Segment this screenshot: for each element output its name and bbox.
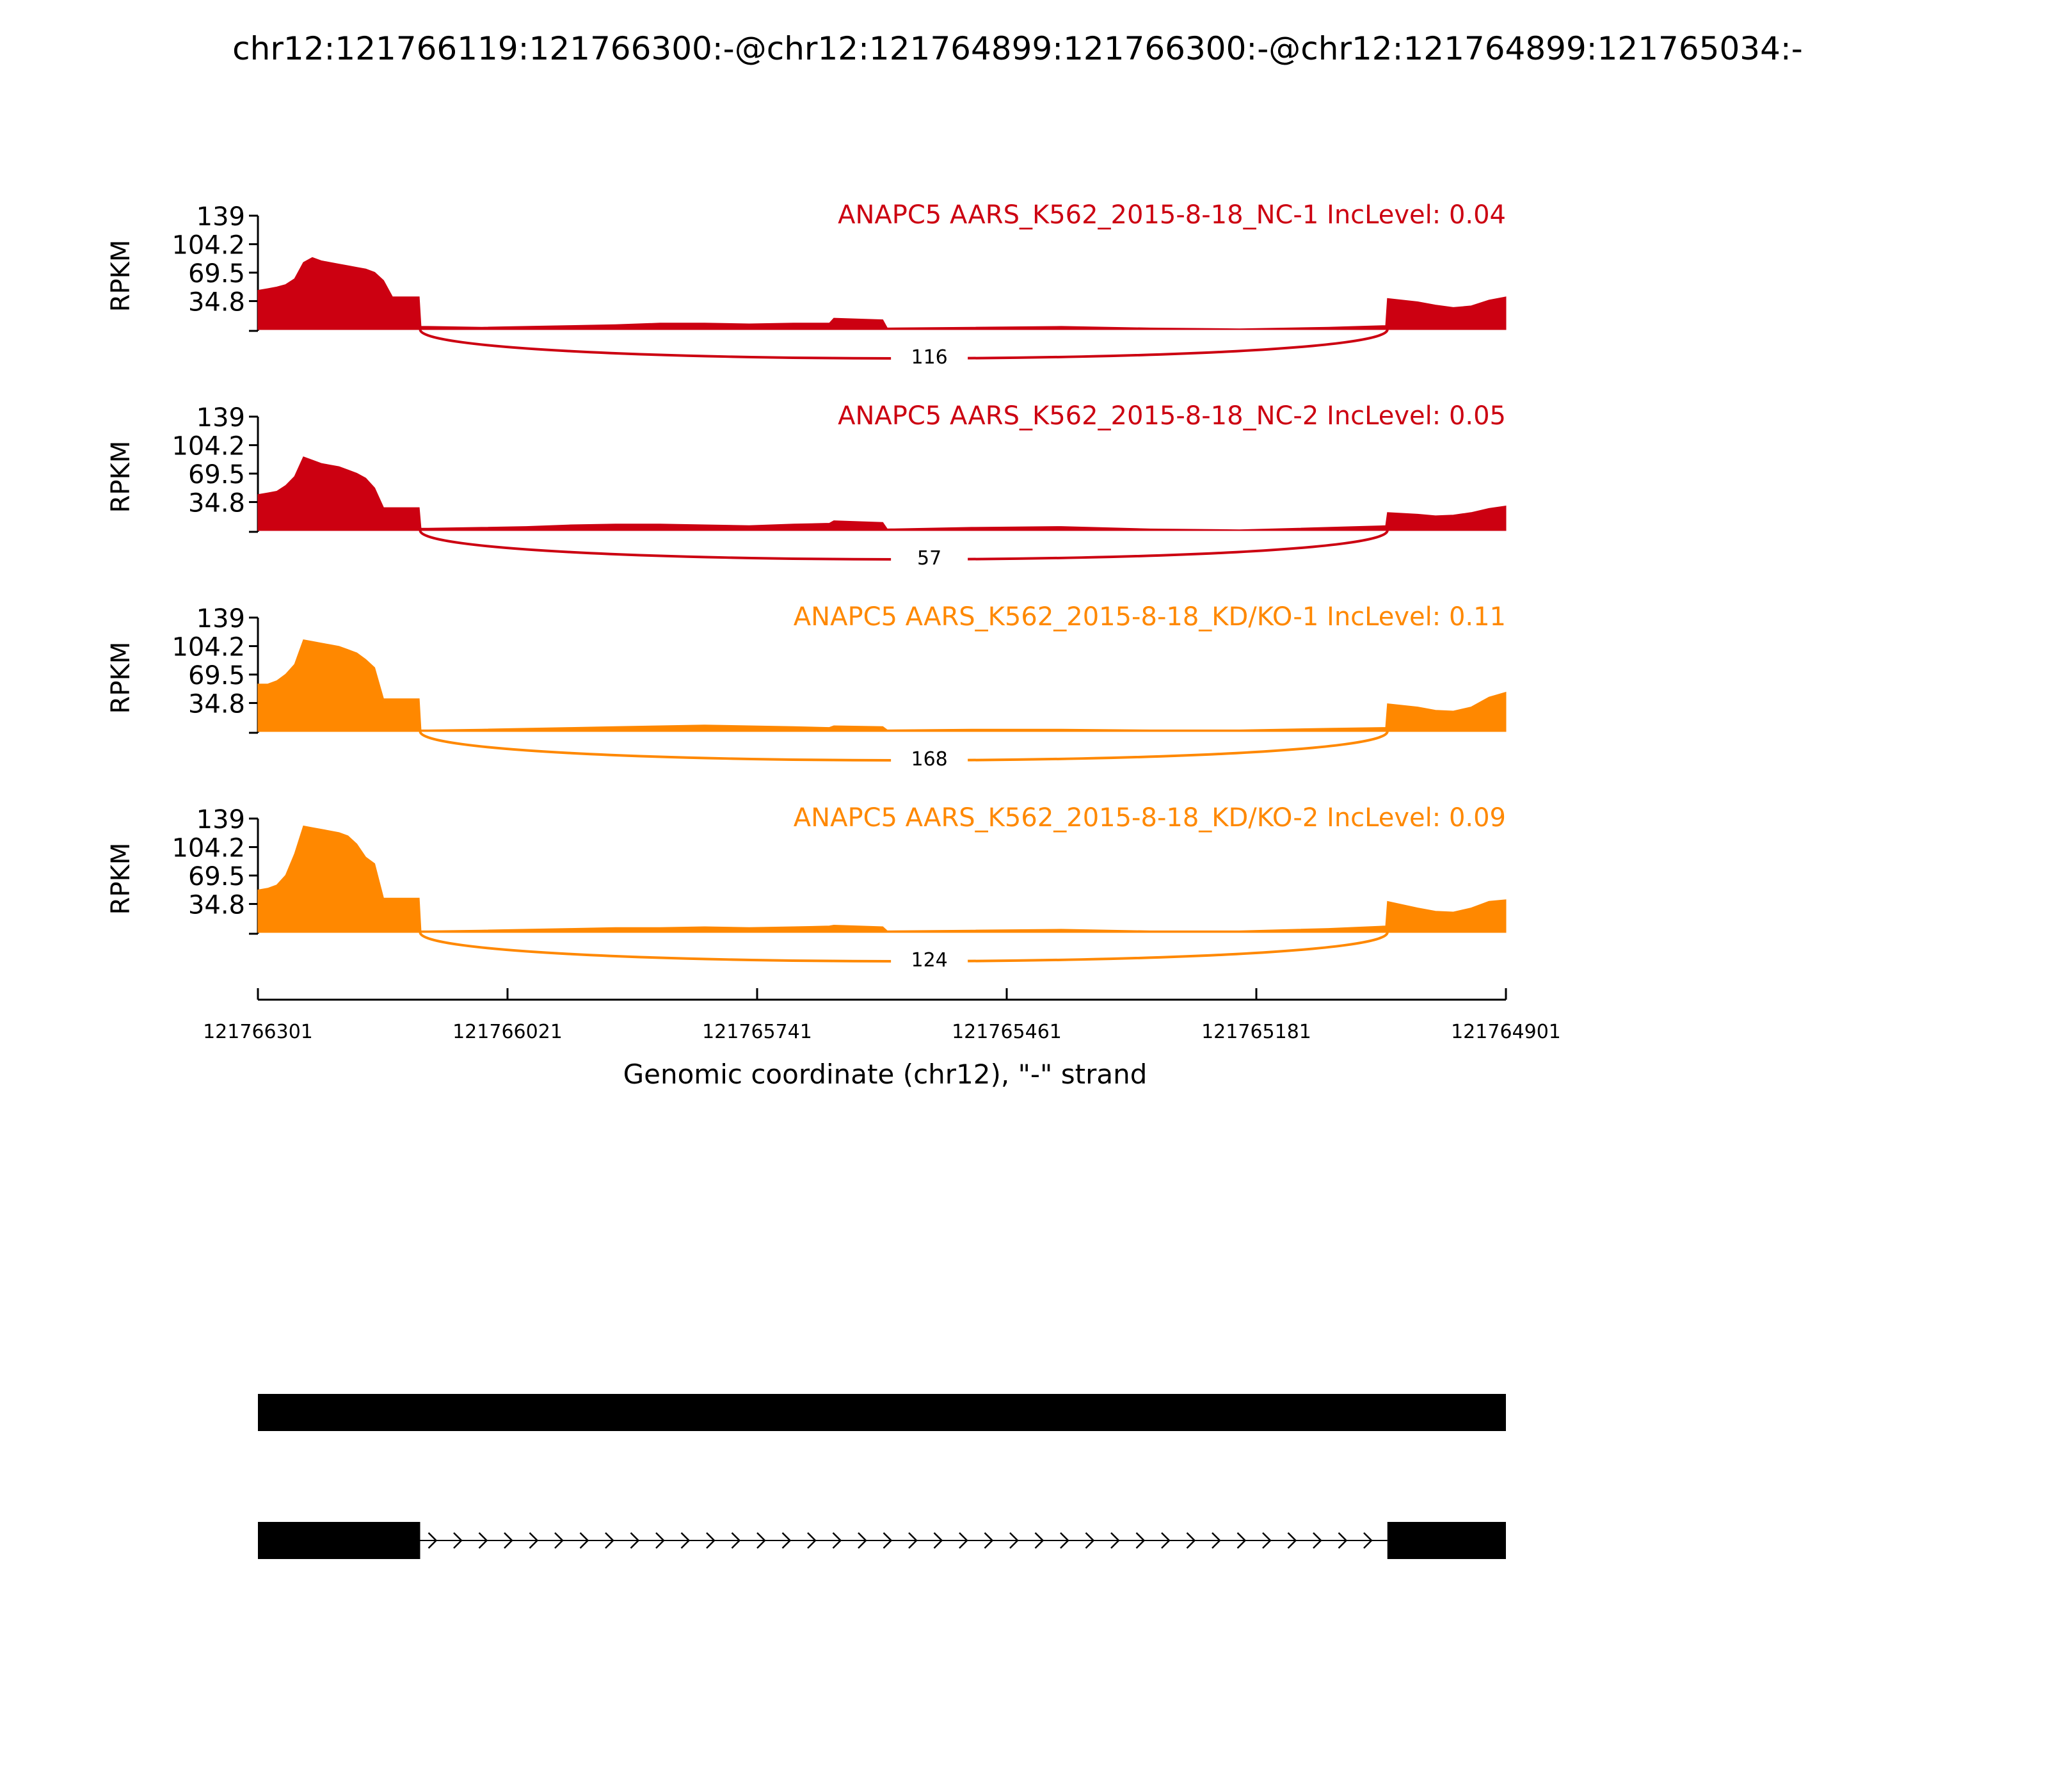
isoform-inclusion-block	[258, 1394, 1506, 1431]
y-tick-label: 34.8	[188, 488, 245, 518]
y-axis-label: RPKM	[106, 440, 136, 513]
x-tick-label: 121765461	[952, 1021, 1062, 1043]
y-tick-label: 104.2	[172, 431, 245, 461]
isoform-exon-upstream	[258, 1522, 420, 1559]
junction-count-label: 57	[917, 547, 942, 570]
coverage-panel-3	[106, 602, 1506, 771]
junction-count-label: 124	[911, 949, 948, 972]
y-tick-label: 139	[196, 202, 245, 232]
y-tick-label: 34.8	[188, 689, 245, 719]
y-axis-label: RPKM	[106, 239, 136, 312]
y-axis-label: RPKM	[106, 842, 136, 915]
gene-model	[258, 1394, 1506, 1559]
coverage-area	[258, 257, 1506, 330]
x-tick-label: 121764901	[1451, 1021, 1561, 1043]
chart-title: chr12:121766119:121766300:-@chr12:121764899:121766300:-@chr12:121764899:121765034:-	[232, 30, 1803, 67]
y-tick-label: 69.5	[188, 259, 245, 289]
y-tick-label: 104.2	[172, 833, 245, 863]
series-label: ANAPC5 AARS_K562_2015-8-18_NC-2 IncLevel: 0.05	[838, 401, 1506, 431]
series-label: ANAPC5 AARS_K562_2015-8-18_KD/KO-1 IncLevel: 0.11	[793, 602, 1506, 632]
junction-count-label: 116	[911, 346, 948, 369]
y-tick-label: 69.5	[188, 661, 245, 691]
series-label: ANAPC5 AARS_K562_2015-8-18_KD/KO-2 IncLevel: 0.09	[793, 803, 1506, 833]
y-tick-label: 69.5	[188, 862, 245, 892]
coverage-area	[258, 826, 1506, 933]
x-tick-label: 121766021	[452, 1021, 563, 1043]
x-axis	[203, 988, 1561, 1043]
series-label: ANAPC5 AARS_K562_2015-8-18_NC-1 IncLevel: 0.04	[838, 200, 1506, 230]
y-tick-label: 69.5	[188, 460, 245, 490]
coverage-area	[258, 457, 1506, 531]
junction-count-label: 168	[911, 748, 948, 771]
y-tick-label: 104.2	[172, 632, 245, 662]
x-tick-label: 121766301	[203, 1021, 313, 1043]
coverage-panel-4	[106, 803, 1506, 972]
coverage-panel-1	[106, 200, 1506, 369]
y-tick-label: 139	[196, 805, 245, 835]
y-tick-label: 34.8	[188, 287, 245, 317]
coverage-panel-2	[106, 401, 1506, 570]
y-tick-label: 104.2	[172, 230, 245, 260]
y-tick-label: 139	[196, 604, 245, 634]
coverage-area	[258, 640, 1506, 732]
x-tick-label: 121765181	[1201, 1021, 1311, 1043]
x-tick-label: 121765741	[702, 1021, 812, 1043]
y-tick-label: 139	[196, 403, 245, 433]
coverage-panels	[106, 200, 1506, 972]
y-tick-label: 34.8	[188, 890, 245, 920]
isoform-exon-downstream	[1388, 1522, 1506, 1559]
y-axis-label: RPKM	[106, 641, 136, 714]
x-axis-label: Genomic coordinate (chr12), "-" strand	[623, 1059, 1148, 1090]
